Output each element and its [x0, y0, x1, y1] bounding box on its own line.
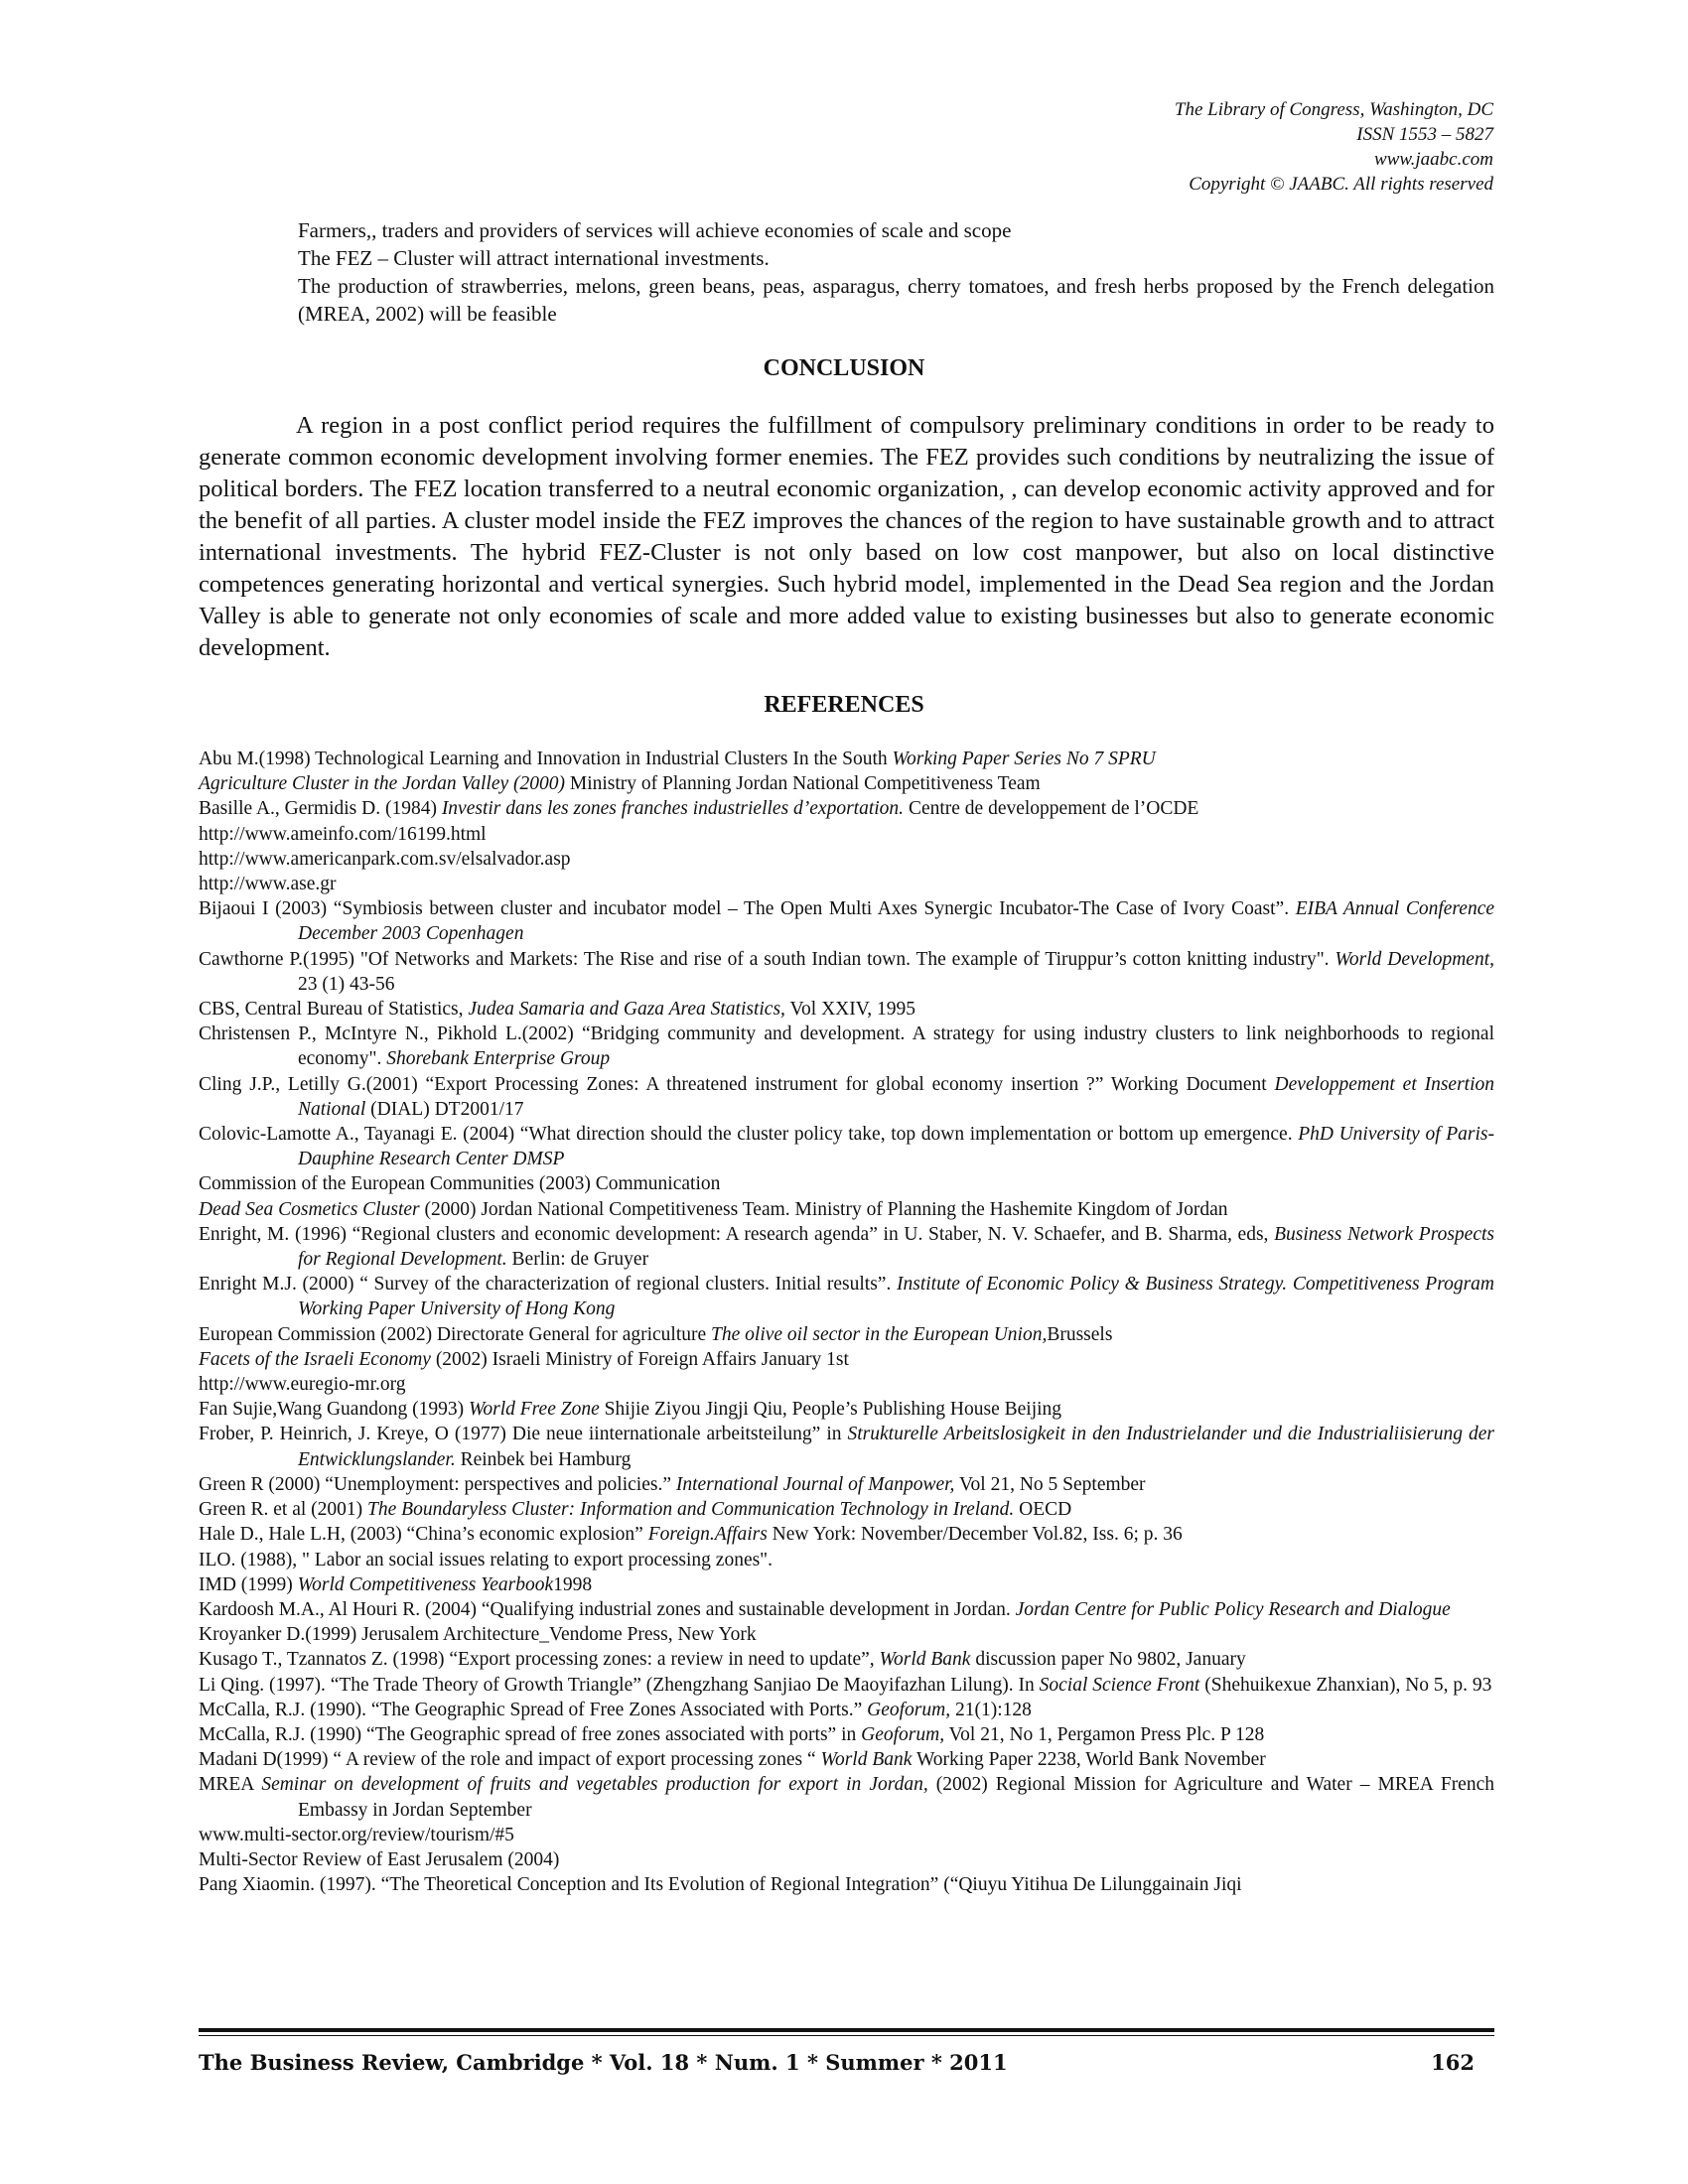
reference-text: (2002) Regional Mission for Agriculture and Water – MREA French Embassy in Jordan September [298, 1774, 1494, 1821]
reference-text: http://www.euregio-mr.org [199, 1374, 406, 1396]
reference-text: World Bank [820, 1749, 913, 1771]
reference-text: http://www.ameinfo.com/16199.html [199, 823, 487, 845]
reference-text: Social Science Front [1039, 1674, 1200, 1696]
reference-text: Vol 21, No 1, Pergamon Press Plc. P 128 [944, 1723, 1265, 1745]
reference-text: Kardoosh M.A., Al Houri R. (2004) “Qualifying industrial zones and sustainable development in Jordan. [199, 1598, 1016, 1620]
reference-text: Dead Sea Cosmetics Cluster [199, 1198, 420, 1220]
reference-text: Strukturelle Arbeitslosigkeit in den Industrielander und die Industrialiisierung der Entwicklungslander. [298, 1424, 1494, 1470]
reference-entry [199, 1647, 1494, 1672]
reference-entry [199, 1847, 1494, 1872]
reference-text: Cawthorne P.(1995) "Of Networks and Markets: The Rise and rise of a south Indian town. The example of Tiruppur’s cotton knitting industry". [199, 948, 1336, 970]
reference-entry [199, 1497, 1494, 1522]
reference-text: Developpement et Insertion National [298, 1073, 1495, 1120]
reference-entry [199, 1197, 1494, 1222]
reference-text: www.multi-sector.org/review/tourism/#5 [199, 1824, 514, 1845]
reference-text: Reinbek bei Hamburg [455, 1448, 632, 1470]
reference-entry [199, 1122, 1494, 1171]
reference-text: Shorebank Enterprise Group [386, 1048, 611, 1070]
reference-text: Business Network Prospects for Regional Development. [298, 1223, 1494, 1271]
references-heading: REFERENCES [764, 692, 924, 718]
reference-text: Institute of Economic Policy & Business Strategy. Competitiveness Program Working Paper University of Hong Kong [298, 1274, 1494, 1320]
reference-entry [199, 1622, 1494, 1647]
reference-text: Kroyanker D.(1999) Jerusalem Architecture_Vendome Press, New York [199, 1624, 757, 1646]
reference-text: Enright, M. (1996) “Regional clusters and economic development: A research agenda” in U. Staber, N. V. Schaefer, and B. Sharma, eds, [199, 1223, 1275, 1245]
conclusion-paragraph: A region in a post conflict period requires the fulfillment of compulsory preliminary conditions in order to be ready to generate common economic development involving former enemies. The FEZ provides such conditions by neutralizing the issue of political borders. The FEZ location transferred to a neutral economic organization, , can develop economic activity approved and for the benefit of all parties. A cluster model inside the FEZ improves the chances of the region to have sustainable growth and to attract international investments. The hybrid FEZ-Cluster is not only based on low cost manpower, but also on local distinctive competences generating horizontal and vertical synergies. Such hybrid model, implemented in the Dead Sea region and the Jordan Valley is able to generate not only economies of scale and more added value to existing businesses but also to generate economic development. [199, 412, 1494, 661]
reference-text: Geoforum, [867, 1699, 951, 1720]
reference-entry [199, 1597, 1494, 1622]
reference-entry [199, 1397, 1494, 1422]
outcome-item: Farmers,, traders and providers of services will achieve economies of scale and scope [298, 218, 1012, 242]
reference-text: Madani D(1999) “ A review of the role and impact of export processing zones “ [199, 1749, 821, 1771]
reference-entry [199, 872, 1494, 896]
reference-text: Commission of the European Communities (2003) Communication [199, 1173, 721, 1195]
reference-text: Frober, P. Heinrich, J. Kreye, O (1977) Die neue iinternationale arbeitsteilung” in [199, 1424, 848, 1445]
reference-entry [199, 1171, 1494, 1196]
reference-entry [199, 1472, 1494, 1497]
expected-outcomes-list [298, 216, 1494, 328]
reference-text: Kusago T., Tzannatos Z. (1998) “Export processing zones: a review in need to update”, [199, 1649, 880, 1671]
footer-rule [199, 2028, 1494, 2032]
page-number: 162 [1431, 2050, 1475, 2075]
reference-text: Jordan Centre for Public Policy Research and Dialogue [1015, 1598, 1451, 1620]
reference-text: World Bank [879, 1649, 971, 1671]
reference-text: MREA [199, 1774, 262, 1796]
reference-text: The olive oil sector in the European Union, [711, 1323, 1048, 1345]
reference-text: Green R. et al (2001) [199, 1499, 368, 1521]
reference-text: Facets of the Israeli Economy [199, 1348, 431, 1370]
reference-text: Working Paper 2238, World Bank November [912, 1749, 1266, 1771]
reference-entry [199, 1572, 1494, 1597]
reference-entry [199, 1823, 1494, 1847]
reference-text: Geoforum, [861, 1723, 945, 1745]
reference-entry [199, 947, 1494, 997]
reference-text: Working Paper Series No 7 SPRU [892, 749, 1156, 769]
reference-entry [199, 1272, 1494, 1321]
reference-text: (2000) Jordan National Competitiveness Team. Ministry of Planning the Hashemite Kingdom of Jordan [419, 1198, 1228, 1220]
reference-entry [199, 1422, 1494, 1471]
reference-entry [199, 1698, 1494, 1722]
reference-entry [199, 997, 1494, 1022]
reference-text: Ministry of Planning Jordan National Competitiveness Team [565, 773, 1041, 795]
reference-entry [199, 1747, 1494, 1772]
reference-text: 1998 [553, 1573, 593, 1595]
reference-text: PhD University of Paris-Dauphine Research Center DMSP [298, 1124, 1494, 1170]
reference-text: Green R (2000) “Unemployment: perspectives and policies.” [199, 1473, 676, 1495]
reference-entry [199, 1222, 1494, 1272]
reference-text: http://www.americanpark.com.sv/elsalvador.asp [199, 848, 571, 870]
header-line-issn: ISSN 1553 – 5827 [1356, 124, 1493, 145]
outcome-item: The FEZ – Cluster will attract international investments. [298, 246, 770, 270]
reference-text: (Shehuikexue Zhanxian), No 5, p. 93 [1199, 1674, 1492, 1696]
reference-text: Pang Xiaomin. (1997). “The Theoretical Conception and Its Evolution of Regional Integration” (“Qiuyu Yitihua De Lilunggainain Jiqi [199, 1874, 1242, 1896]
reference-entry [199, 747, 1494, 771]
reference-text: Basille A., Germidis D. (1984) [199, 798, 442, 820]
reference-text: Cling J.P., Letilly G.(2001) “Export Processing Zones: A threatened instrument for global economy insertion ?” Working Document [199, 1073, 1275, 1095]
reference-text: Vol XXIV, 1995 [784, 999, 916, 1021]
reference-text: New York: November/December Vol.82, Iss. 6; p. 36 [767, 1524, 1183, 1546]
reference-text: McCalla, R.J. (1990). “The Geographic Spread of Free Zones Associated with Ports.” [199, 1699, 868, 1720]
reference-entry [199, 896, 1494, 946]
reference-text: Berlin: de Gruyer [506, 1249, 649, 1271]
reference-text: Investir dans les zones franches industrielles d’exportation. [441, 798, 905, 820]
reference-text: Vol 21, No 5 September [954, 1473, 1146, 1495]
reference-text: Foreign.Affairs [647, 1524, 768, 1546]
reference-text: Brussels [1047, 1323, 1113, 1345]
reference-text: World Development, [1335, 948, 1494, 970]
reference-text: Abu M.(1998) Technological Learning and Innovation in Industrial Clusters In the South [199, 749, 893, 769]
reference-text: Bijaoui I (2003) “Symbiosis between cluster and incubator model – The Open Multi Axes Synergic Incubator-The Case of Ivory Coast”. [199, 898, 1296, 920]
reference-text: EIBA Annual Conference December 2003 Copenhagen [298, 898, 1494, 945]
reference-text: Judea Samaria and Gaza Area Statistics, [468, 999, 785, 1021]
reference-entry [199, 1772, 1494, 1822]
reference-text: Enright M.J. (2000) “ Survey of the characterization of regional clusters. Initial results”. [199, 1274, 898, 1296]
reference-entry [199, 1548, 1494, 1572]
reference-entry [199, 1022, 1494, 1071]
reference-text: (2002) Israeli Ministry of Foreign Affairs January 1st [430, 1348, 849, 1370]
journal-header [1175, 97, 1493, 197]
reference-entry [199, 1072, 1494, 1122]
reference-entry [199, 771, 1494, 796]
reference-text: World Free Zone [468, 1399, 600, 1421]
reference-text: Hale D., Hale L.H, (2003) “China’s economic explosion” [199, 1524, 648, 1546]
reference-entry [199, 1722, 1494, 1747]
reference-text: 21(1):128 [950, 1699, 1032, 1720]
reference-text: ILO. (1988), " Labor an social issues relating to export processing zones". [199, 1549, 774, 1570]
header-line-library: The Library of Congress, Washington, DC [1174, 99, 1493, 120]
reference-text: Seminar on development of fruits and vegetables production for export in Jordan, [261, 1774, 928, 1796]
reference-text: OECD [1014, 1499, 1072, 1521]
reference-entry [199, 822, 1494, 847]
reference-text: Centre de developpement de l’OCDE [904, 798, 1199, 820]
reference-entry [199, 1522, 1494, 1547]
conclusion-heading: CONCLUSION [763, 355, 925, 381]
reference-text: 23 (1) 43-56 [298, 973, 395, 995]
reference-text: The Boundaryless Cluster: Information and Communication Technology in Ireland. [367, 1499, 1015, 1521]
reference-entry [199, 1347, 1494, 1372]
reference-entry [199, 1872, 1494, 1897]
reference-text: Fan Sujie,Wang Guandong (1993) [199, 1399, 469, 1421]
reference-text: Multi-Sector Review of East Jerusalem (2004) [199, 1848, 560, 1870]
reference-text: Colovic-Lamotte A., Tayanagi E. (2004) “What direction should the cluster policy take, top down implementation or bottom up emergence. [199, 1124, 1299, 1146]
reference-text: Agriculture Cluster in the Jordan Valley (2000) [199, 773, 565, 795]
reference-text: http://www.ase.gr [199, 874, 337, 895]
reference-text: IMD (1999) [199, 1573, 298, 1595]
footer-rule-thin [199, 2035, 1494, 2036]
header-line-copyright: Copyright © JAABC. All rights reserved [1189, 174, 1493, 195]
reference-entry [199, 796, 1494, 821]
reference-text: (DIAL) DT2001/17 [365, 1098, 524, 1120]
header-line-website: www.jaabc.com [1374, 149, 1493, 170]
reference-text: World Competitiveness Yearbook [297, 1573, 554, 1595]
reference-text: discussion paper No 9802, January [970, 1649, 1246, 1671]
reference-entry [199, 1322, 1494, 1347]
references-list [199, 747, 1494, 1897]
reference-text: Christensen P., McIntyre N., Pikhold L.(2002) “Bridging community and development. A strategy for using industry clusters to link neighborhoods to regional economy". [199, 1024, 1494, 1070]
reference-text: Li Qing. (1997). “The Trade Theory of Growth Triangle” (Zhengzhang Sanjiao De Maoyifazhan Lilung). In [199, 1674, 1040, 1696]
reference-text: International Journal of Manpower, [675, 1473, 955, 1495]
outcome-item: The production of strawberries, melons, green beans, peas, asparagus, cherry tomatoes, and fresh herbs proposed by the French delegation (MREA, 2002) will be feasible [298, 274, 1494, 326]
reference-text: Shijie Ziyou Jingji Qiu, People’s Publishing House Beijing [599, 1399, 1062, 1421]
reference-entry [199, 1372, 1494, 1397]
reference-text: McCalla, R.J. (1990) “The Geographic spread of free zones associated with ports” in [199, 1723, 862, 1745]
reference-entry [199, 847, 1494, 872]
page-footer [199, 2050, 1494, 2075]
reference-text: European Commission (2002) Directorate General for agriculture [199, 1323, 712, 1345]
reference-entry [199, 1673, 1494, 1698]
footer-journal: The Business Review, Cambridge * Vol. 18 * Num. 1 * Summer * 2011 [199, 2050, 1008, 2075]
reference-text: CBS, Central Bureau of Statistics, [199, 999, 469, 1021]
